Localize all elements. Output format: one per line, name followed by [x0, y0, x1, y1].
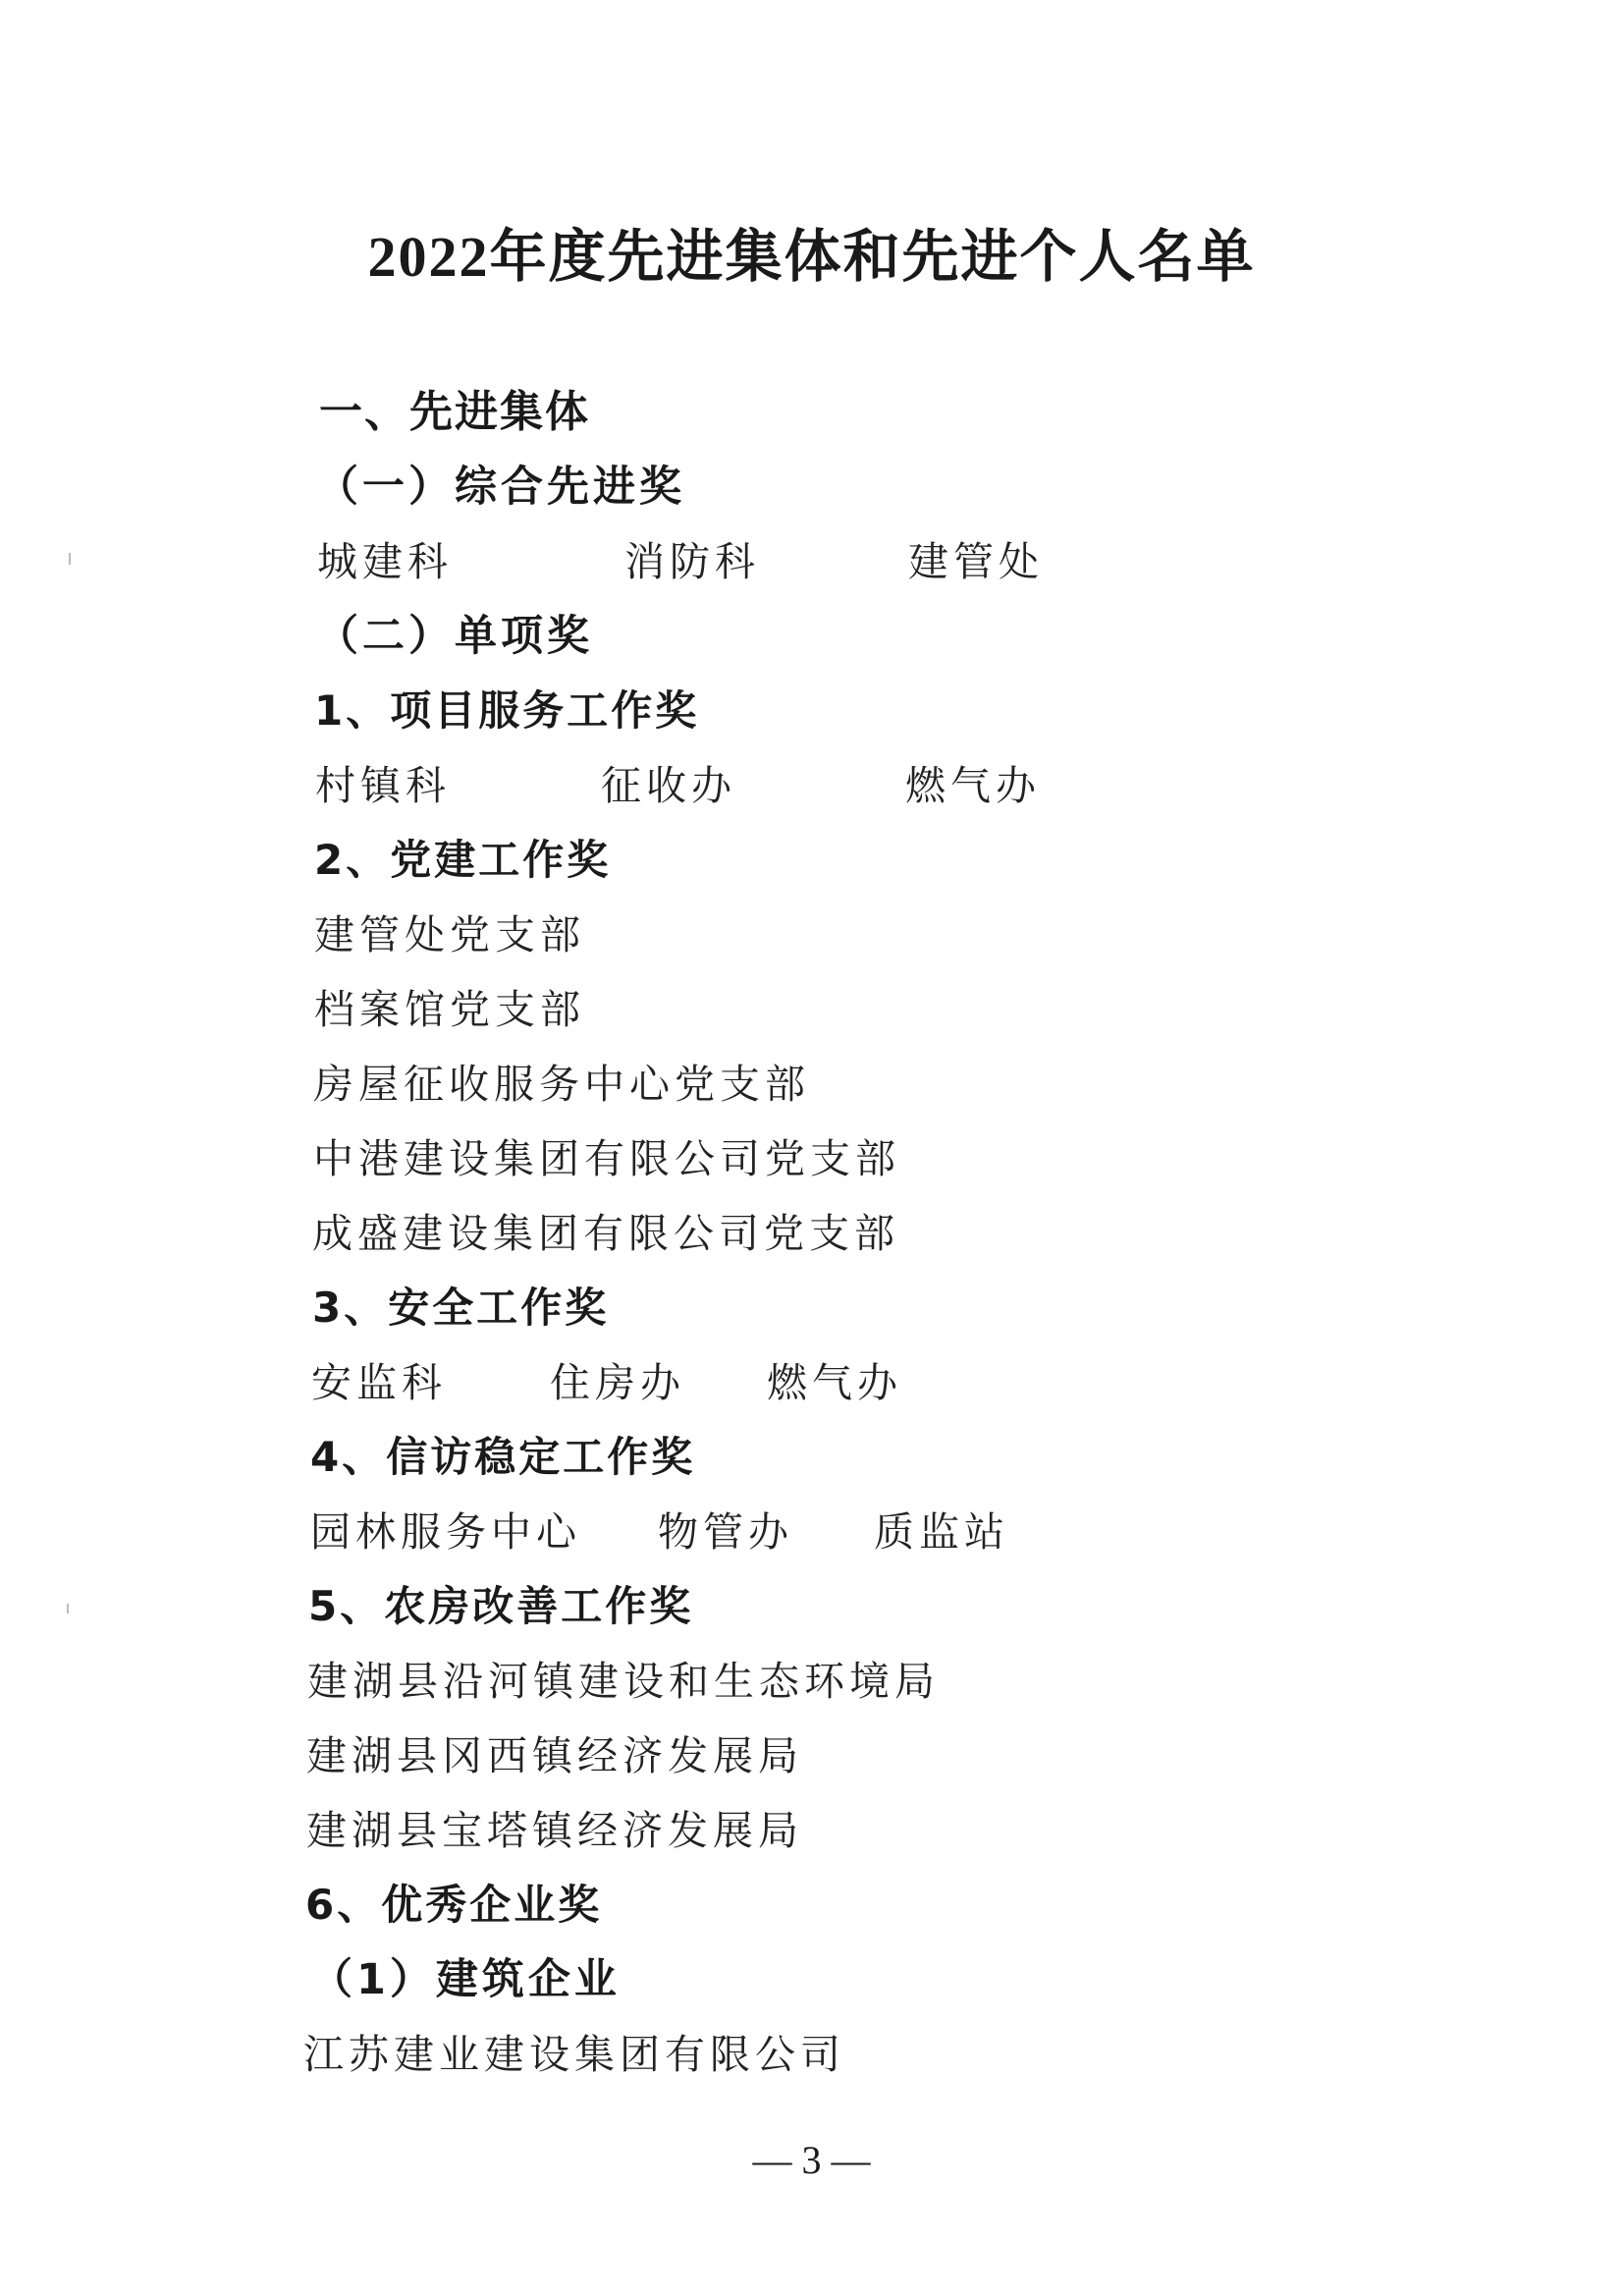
list-item: 消防科 — [624, 538, 760, 585]
award-heading-petition-stability: 4、信访稳定工作奖 — [310, 1433, 696, 1481]
list-item: 质监站 — [874, 1508, 1009, 1556]
list-item: 园林服务中心 — [310, 1508, 581, 1556]
page-number: — 3 — — [752, 2138, 871, 2182]
list-item: 建湖县沿河镇建设和生态环境局 — [307, 1658, 940, 1705]
list-item: 中港建设集团有限公司党支部 — [313, 1135, 900, 1182]
list-item: 建湖县宝塔镇经济发展局 — [306, 1807, 803, 1854]
section-heading-advanced-collectives: 一、先进集体 — [319, 387, 590, 437]
list-item: 征收办 — [601, 762, 736, 809]
subsection-heading-comprehensive-award: （一）综合先进奖 — [316, 463, 685, 512]
award-heading-rural-housing: 5、农房改善工作奖 — [308, 1582, 694, 1630]
list-item: 村镇科 — [315, 762, 451, 809]
list-item: 燃气办 — [767, 1359, 902, 1406]
scan-artifact — [69, 553, 71, 565]
list-item: 燃气办 — [905, 762, 1041, 809]
list-item: 建管处党支部 — [314, 911, 585, 958]
list-item: 房屋征收服务中心党支部 — [313, 1061, 810, 1108]
subsection-heading-single-awards: （二）单项奖 — [316, 612, 593, 661]
list-item: 成盛建设集团有限公司党支部 — [312, 1210, 899, 1257]
list-item: 档案馆党支部 — [314, 986, 585, 1033]
award-heading-excellent-enterprise: 6、优秀企业奖 — [305, 1881, 603, 1929]
award-heading-party-building: 2、党建工作奖 — [314, 836, 612, 884]
list-item: 城建科 — [317, 538, 453, 585]
list-item: 建管处 — [908, 538, 1044, 585]
page-title: 2022年度先进集体和先进个人名单 — [367, 225, 1256, 289]
list-item: 江苏建业建设集团有限公司 — [303, 2031, 845, 2078]
list-item: 建湖县冈西镇经济发展局 — [306, 1732, 803, 1779]
award-heading-project-service: 1、项目服务工作奖 — [314, 686, 700, 735]
award-heading-safety: 3、安全工作奖 — [312, 1284, 610, 1332]
list-item: 安监科 — [311, 1359, 447, 1406]
list-item: 住房办 — [550, 1359, 685, 1406]
scan-artifact — [67, 1604, 69, 1613]
subsection-heading-construction-enterprise: （1）建筑企业 — [310, 1955, 621, 2004]
list-item: 物管办 — [658, 1508, 793, 1556]
